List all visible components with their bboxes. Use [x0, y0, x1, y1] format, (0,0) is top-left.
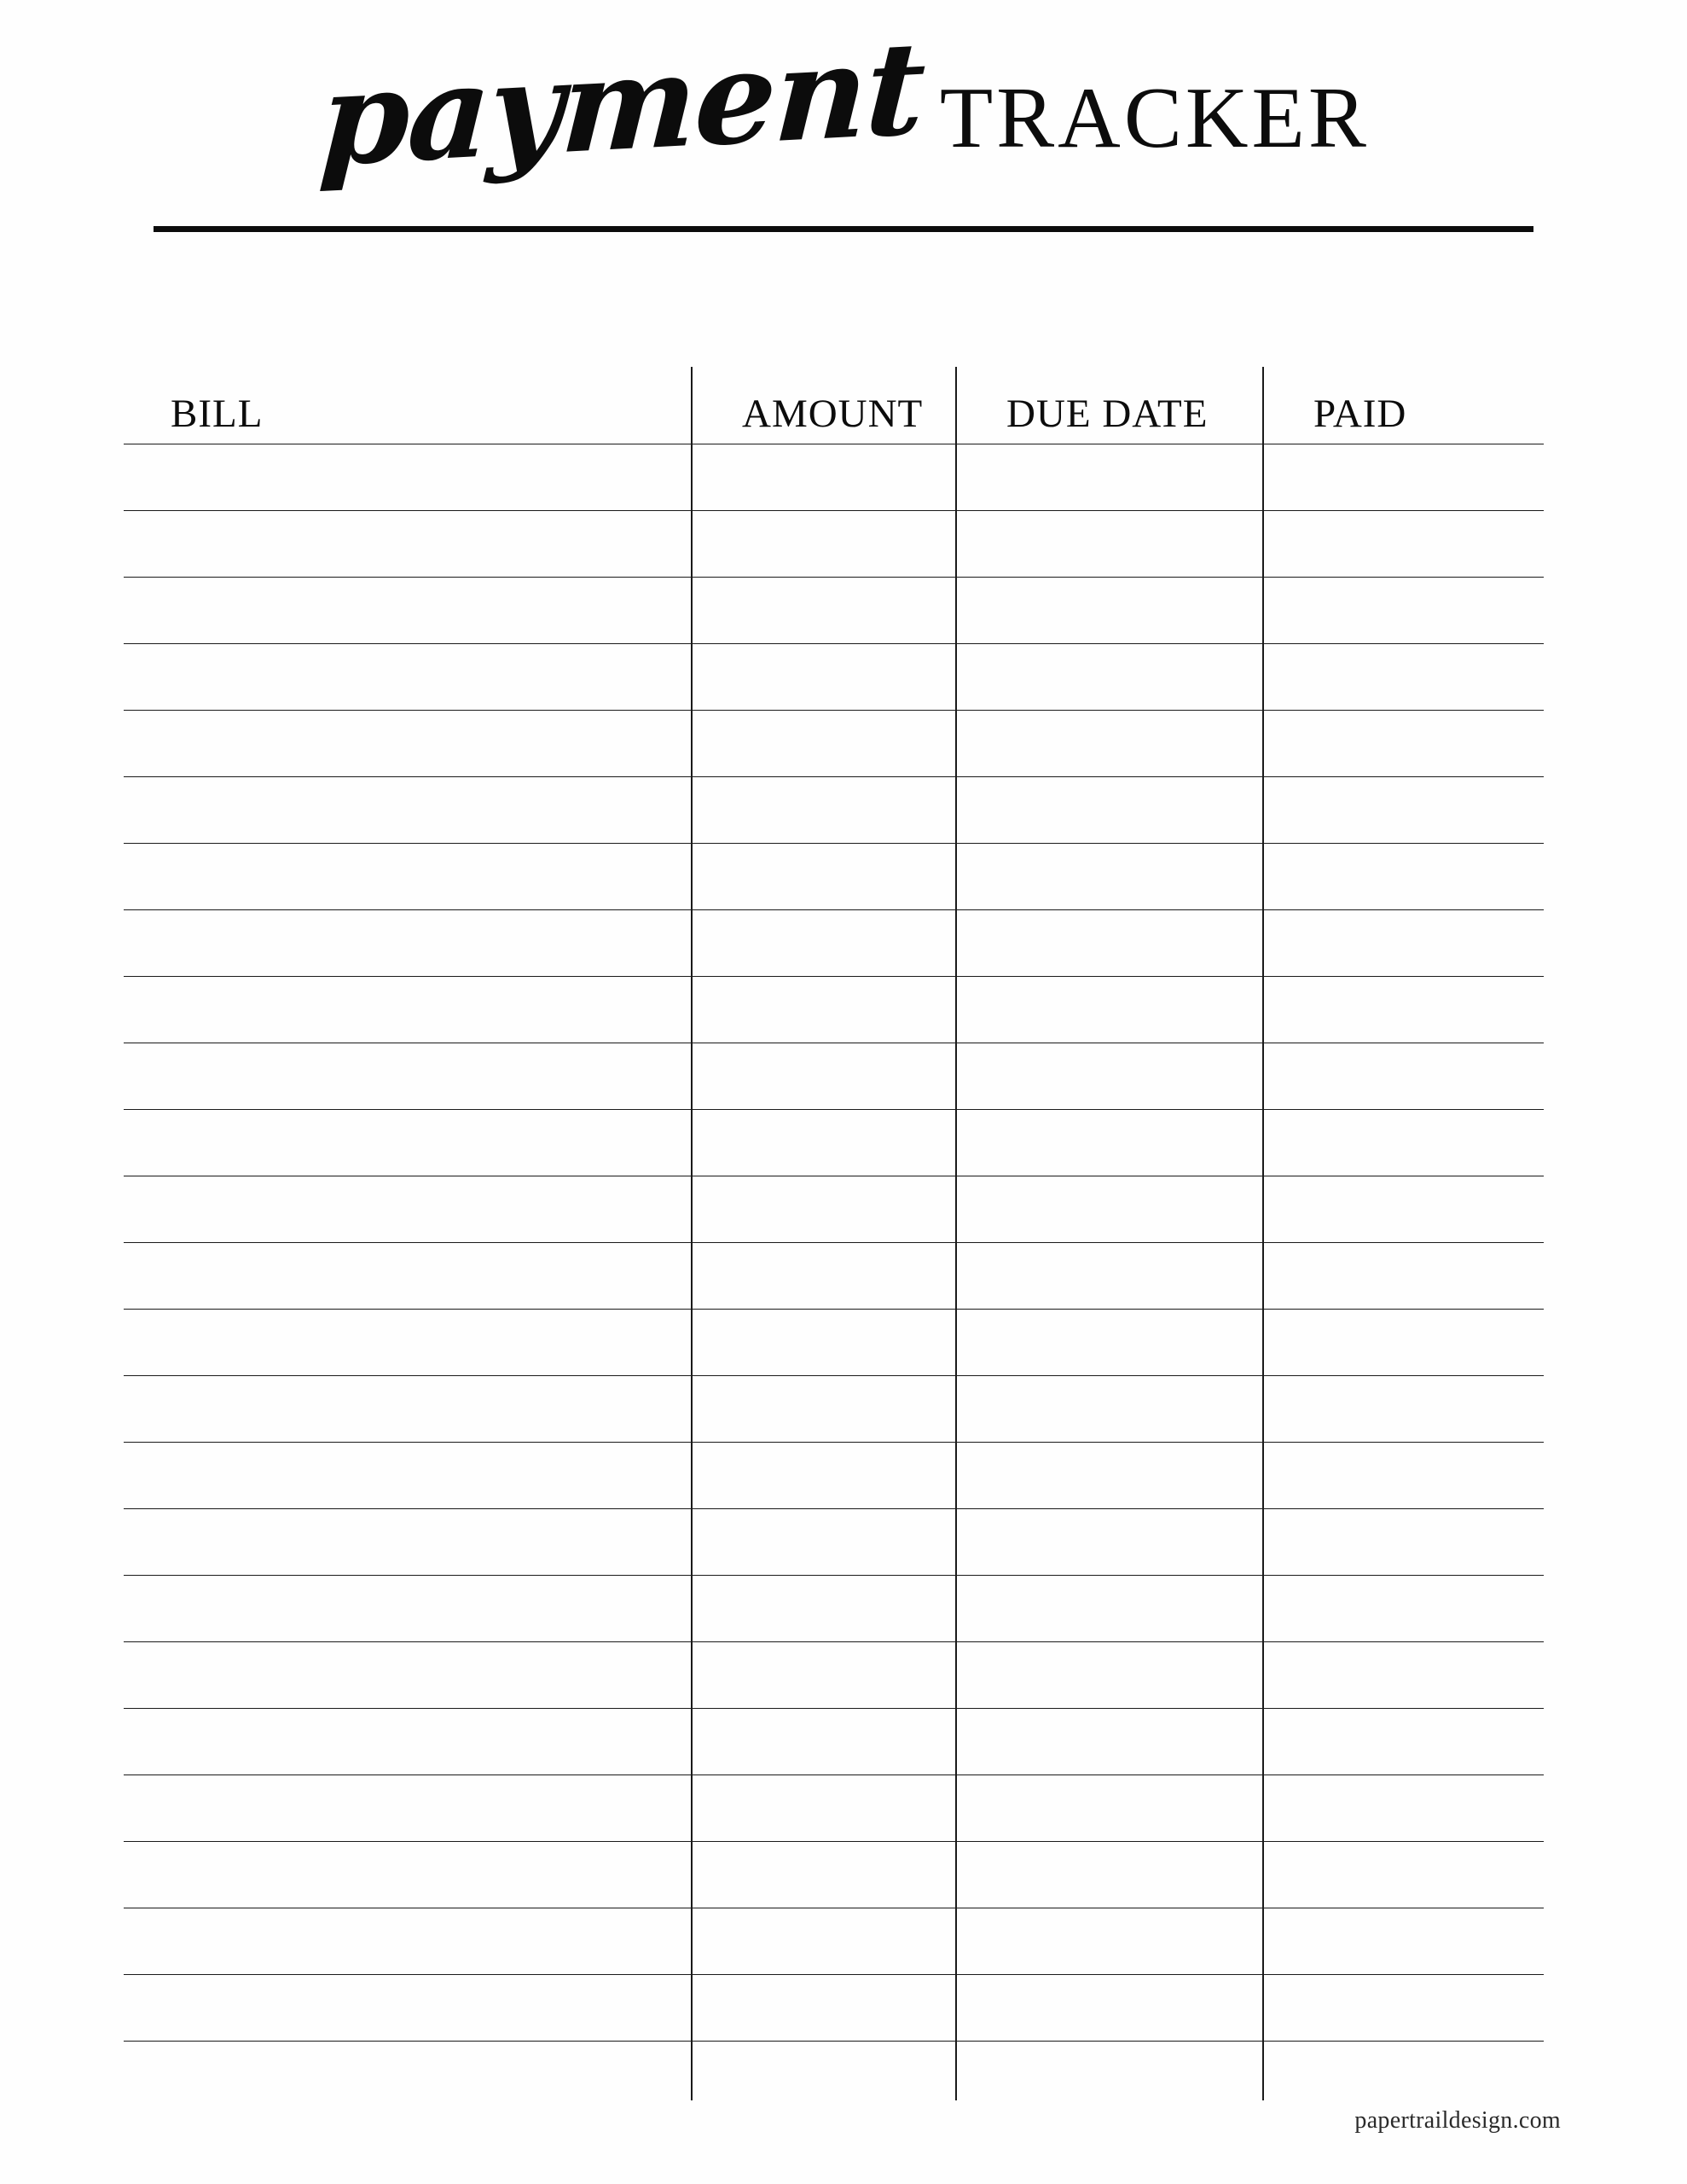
cell-bill[interactable]: [132, 1647, 682, 1705]
row-line: [124, 909, 1544, 910]
cell-bill[interactable]: [132, 1447, 682, 1505]
cell-paid[interactable]: [1271, 1181, 1535, 1239]
cell-amount[interactable]: [699, 1580, 947, 1638]
cell-bill[interactable]: [132, 848, 682, 906]
cell-paid[interactable]: [1271, 1713, 1535, 1771]
cell-due_date[interactable]: [964, 1846, 1254, 1904]
cell-paid[interactable]: [1271, 648, 1535, 706]
cell-due_date[interactable]: [964, 981, 1254, 1039]
cell-amount[interactable]: [699, 1247, 947, 1305]
cell-due_date[interactable]: [964, 449, 1254, 507]
cell-due_date[interactable]: [964, 1713, 1254, 1771]
cell-due_date[interactable]: [964, 1114, 1254, 1172]
cell-bill[interactable]: [132, 981, 682, 1039]
cell-amount[interactable]: [699, 715, 947, 773]
cell-due_date[interactable]: [964, 648, 1254, 706]
cell-bill[interactable]: [132, 1114, 682, 1172]
cell-paid[interactable]: [1271, 1447, 1535, 1505]
page-header: [0, 13, 1687, 247]
column-header-bill: BILL: [171, 392, 264, 436]
row-line: [124, 776, 1544, 777]
column-separator-1: [691, 367, 693, 2100]
cell-bill[interactable]: [132, 1846, 682, 1904]
cell-amount[interactable]: [699, 848, 947, 906]
cell-amount[interactable]: [699, 582, 947, 640]
row-line: [124, 643, 1544, 644]
cell-due_date[interactable]: [964, 1979, 1254, 2037]
cell-due_date[interactable]: [964, 915, 1254, 973]
cell-amount[interactable]: [699, 1181, 947, 1239]
cell-amount[interactable]: [699, 1780, 947, 1838]
column-header-due-date: DUE DATE: [1006, 392, 1209, 436]
header-divider: [154, 226, 1533, 232]
row-line: [124, 1575, 1544, 1576]
cell-paid[interactable]: [1271, 1846, 1535, 1904]
cell-bill[interactable]: [132, 915, 682, 973]
cell-due_date[interactable]: [964, 1314, 1254, 1372]
row-line: [124, 1508, 1544, 1509]
cell-paid[interactable]: [1271, 1913, 1535, 1971]
cell-paid[interactable]: [1271, 582, 1535, 640]
row-line: [124, 1774, 1544, 1775]
page-title: [0, 13, 1687, 196]
cell-due_date[interactable]: [964, 515, 1254, 573]
row-line: [124, 976, 1544, 977]
cell-bill[interactable]: [132, 1314, 682, 1372]
table-header-row: [124, 367, 1544, 444]
cell-amount[interactable]: [699, 648, 947, 706]
cell-amount[interactable]: [699, 981, 947, 1039]
cell-due_date[interactable]: [964, 1780, 1254, 1838]
column-header-amount: AMOUNT: [742, 392, 924, 436]
cell-amount[interactable]: [699, 1647, 947, 1705]
cell-paid[interactable]: [1271, 1314, 1535, 1372]
cell-amount[interactable]: [699, 1447, 947, 1505]
cell-due_date[interactable]: [964, 1513, 1254, 1571]
cell-due_date[interactable]: [964, 1181, 1254, 1239]
cell-bill[interactable]: [132, 648, 682, 706]
cell-paid[interactable]: [1271, 1048, 1535, 1106]
cell-amount[interactable]: [699, 1048, 947, 1106]
row-line: [124, 2041, 1544, 2042]
column-separator-2: [955, 367, 957, 2100]
cell-bill[interactable]: [132, 1247, 682, 1305]
row-line: [124, 577, 1544, 578]
cell-paid[interactable]: [1271, 1780, 1535, 1838]
payment-table: [124, 367, 1544, 2065]
cell-paid[interactable]: [1271, 1380, 1535, 1438]
title-script-word: payment: [316, 13, 928, 196]
column-separator-3: [1262, 367, 1264, 2100]
cell-due_date[interactable]: [964, 1647, 1254, 1705]
cell-bill[interactable]: [132, 515, 682, 573]
cell-amount[interactable]: [699, 1380, 947, 1438]
cell-due_date[interactable]: [964, 1580, 1254, 1638]
cell-due_date[interactable]: [964, 848, 1254, 906]
cell-due_date[interactable]: [964, 1048, 1254, 1106]
cell-bill[interactable]: [132, 1580, 682, 1638]
cell-bill[interactable]: [132, 1380, 682, 1438]
row-line: [124, 1708, 1544, 1709]
cell-paid[interactable]: [1271, 848, 1535, 906]
cell-bill[interactable]: [132, 1181, 682, 1239]
cell-bill[interactable]: [132, 715, 682, 773]
cell-paid[interactable]: [1271, 515, 1535, 573]
cell-amount[interactable]: [699, 1846, 947, 1904]
cell-bill[interactable]: [132, 1713, 682, 1771]
cell-amount[interactable]: [699, 1114, 947, 1172]
cell-due_date[interactable]: [964, 582, 1254, 640]
cell-paid[interactable]: [1271, 1247, 1535, 1305]
cell-amount[interactable]: [699, 1979, 947, 2037]
row-line: [124, 1242, 1544, 1243]
cell-paid[interactable]: [1271, 715, 1535, 773]
cell-bill[interactable]: [132, 1048, 682, 1106]
cell-bill[interactable]: [132, 449, 682, 507]
cell-paid[interactable]: [1271, 1979, 1535, 2037]
cell-amount[interactable]: [699, 449, 947, 507]
cell-bill[interactable]: [132, 1513, 682, 1571]
site-credit: papertraildesign.com: [1354, 2107, 1561, 2134]
cell-due_date[interactable]: [964, 1247, 1254, 1305]
cell-bill[interactable]: [132, 781, 682, 839]
cell-paid[interactable]: [1271, 1513, 1535, 1571]
row-line: [124, 510, 1544, 511]
cell-paid[interactable]: [1271, 1580, 1535, 1638]
cell-paid[interactable]: [1271, 449, 1535, 507]
column-header-paid: PAID: [1313, 392, 1407, 436]
cell-amount[interactable]: [699, 1713, 947, 1771]
cell-amount[interactable]: [699, 915, 947, 973]
cell-bill[interactable]: [132, 1780, 682, 1838]
cell-bill[interactable]: [132, 1979, 682, 2037]
cell-due_date[interactable]: [964, 1447, 1254, 1505]
title-serif-word: TRACKER: [939, 69, 1370, 166]
row-line: [124, 1974, 1544, 1975]
cell-paid[interactable]: [1271, 1114, 1535, 1172]
cell-amount[interactable]: [699, 1913, 947, 1971]
cell-amount[interactable]: [699, 781, 947, 839]
cell-paid[interactable]: [1271, 915, 1535, 973]
cell-due_date[interactable]: [964, 1913, 1254, 1971]
row-line: [124, 843, 1544, 844]
row-line: [124, 710, 1544, 711]
cell-due_date[interactable]: [964, 781, 1254, 839]
cell-amount[interactable]: [699, 515, 947, 573]
row-line: [124, 1109, 1544, 1110]
cell-paid[interactable]: [1271, 981, 1535, 1039]
row-line: [124, 1841, 1544, 1842]
cell-due_date[interactable]: [964, 715, 1254, 773]
cell-bill[interactable]: [132, 1913, 682, 1971]
row-line: [124, 1442, 1544, 1443]
cell-bill[interactable]: [132, 582, 682, 640]
cell-due_date[interactable]: [964, 1380, 1254, 1438]
row-line: [124, 1309, 1544, 1310]
row-line: [124, 1641, 1544, 1642]
cell-amount[interactable]: [699, 1314, 947, 1372]
cell-paid[interactable]: [1271, 781, 1535, 839]
row-line: [124, 1375, 1544, 1376]
cell-amount[interactable]: [699, 1513, 947, 1571]
cell-paid[interactable]: [1271, 1647, 1535, 1705]
